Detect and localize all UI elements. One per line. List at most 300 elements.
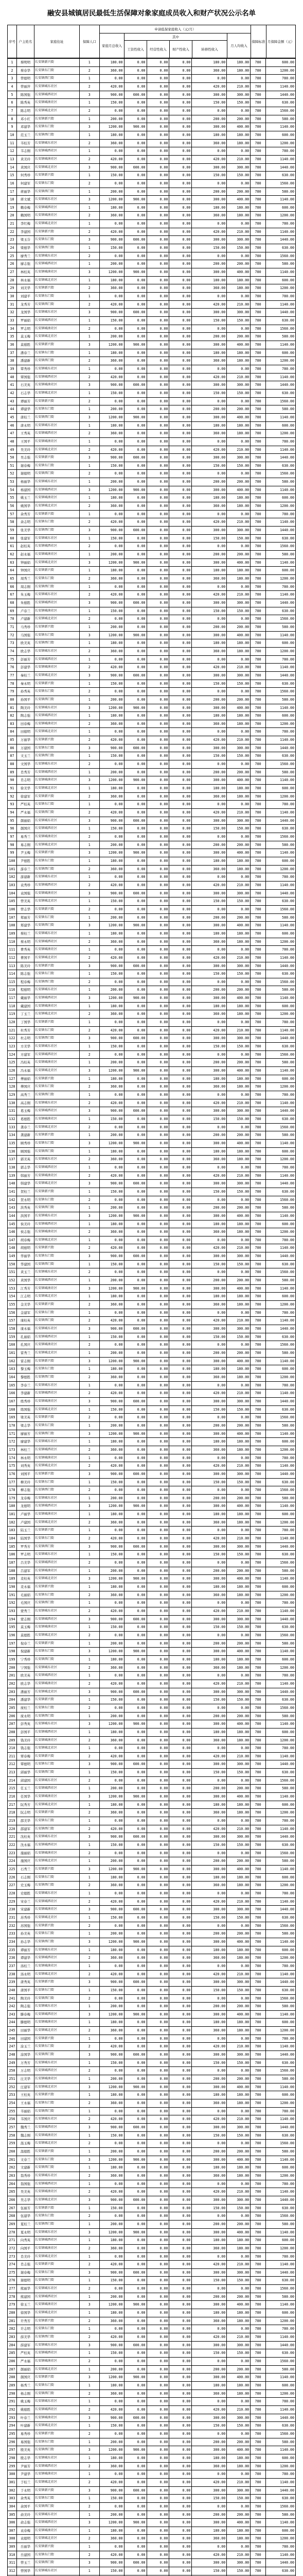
cell-property: 0.00: [169, 1527, 192, 1534]
cell-amount: 1560.00: [266, 760, 296, 768]
table-row: [7, 583, 296, 591]
cell-amount: 1440.00: [266, 1543, 296, 1551]
table-row: [7, 374, 296, 382]
cell-per-capita: 210.00: [227, 228, 251, 236]
table-row: [7, 91, 296, 99]
cell-standard: 780: [251, 841, 266, 849]
cell-address: 长安镇城南社区: [34, 1003, 80, 1010]
cell-seq: 278: [8, 2293, 17, 2301]
cell-address: 长安镇东门街: [34, 2156, 80, 2164]
cell-name: 罗志明: [17, 325, 34, 333]
cell-income-total: 1200.00: [100, 849, 124, 857]
table-row: [7, 1358, 296, 1366]
cell-name: 徐国华: [17, 2309, 34, 2317]
cell-transfer: 180.00: [192, 204, 227, 212]
cell-standard: 780: [251, 1107, 266, 1115]
cell-business: 0.00: [147, 164, 170, 172]
cell-standard: 780: [251, 67, 266, 75]
cell-business: 0.00: [147, 1511, 170, 1518]
cell-amount: 780.00: [266, 2543, 296, 2551]
table-row: [7, 2091, 296, 2099]
cell-income-total: 900.00: [100, 91, 124, 99]
cell-amount: 1140.00: [266, 301, 296, 309]
header-standard: 保障标准: [251, 25, 266, 58]
cell-transfer: 300.00: [192, 91, 227, 99]
cell-members: 2: [80, 398, 100, 405]
cell-wage: 0.00: [124, 1115, 147, 1123]
cell-business: 0.00: [147, 252, 170, 260]
cell-members: 1: [80, 897, 100, 905]
cell-members: 3: [80, 599, 100, 607]
cell-members: 2: [80, 228, 100, 236]
cell-members: 2: [80, 1777, 100, 1785]
cell-business: 0.00: [147, 1793, 170, 1801]
cell-transfer: 200.00: [192, 115, 227, 123]
cell-address: 长安镇东门街: [34, 236, 80, 244]
cell-property: 0.00: [169, 2398, 192, 2405]
cell-name: 余志明: [17, 518, 34, 526]
cell-wage: 0.00: [124, 1591, 147, 1599]
cell-wage: 0.00: [124, 1769, 147, 1776]
cell-name: 杜志明: [17, 1035, 34, 1042]
table-row: [7, 1640, 296, 1648]
cell-members: 1: [80, 1091, 100, 1099]
cell-transfer: 180.00: [192, 1728, 227, 1736]
cell-transfer: 200.00: [192, 1349, 227, 1357]
cell-business: 0.00: [147, 1035, 170, 1042]
cell-per-capita: 300.00: [227, 2124, 251, 2131]
cell-wage: 0.00: [124, 2358, 147, 2365]
cell-business: 0.00: [147, 930, 170, 938]
cell-business: 0.00: [147, 1648, 170, 1655]
cell-name: 刘建平: [17, 293, 34, 300]
cell-amount: 1560.00: [266, 1777, 296, 1785]
cell-transfer: 300.00: [192, 1107, 227, 1115]
header-address: 家庭住址: [34, 25, 80, 58]
cell-members: 2: [80, 720, 100, 728]
cell-transfer: 0.00: [192, 1051, 227, 1059]
cell-seq: 94: [8, 809, 17, 817]
cell-address: 长安镇东门街: [34, 1252, 80, 1260]
cell-wage: 0.00: [124, 2349, 147, 2357]
cell-name: 高秀兰: [17, 1091, 34, 1099]
cell-name: 袁国强: [17, 890, 34, 897]
cell-seq: 71: [8, 623, 17, 631]
cell-business: 0.00: [147, 156, 170, 163]
cell-address: 长安镇城西社区: [34, 825, 80, 833]
table-row: [7, 994, 296, 1003]
cell-standard: 780: [251, 1446, 266, 1454]
cell-name: 易秀珍: [17, 2430, 34, 2438]
cell-per-capita: 400.00: [227, 2083, 251, 2091]
cell-property: 0.00: [169, 2503, 192, 2511]
cell-amount: 1140.00: [266, 1389, 296, 1397]
table-row: [7, 414, 296, 422]
cell-transfer: 150.00: [192, 1623, 227, 1631]
cell-members: 2: [80, 736, 100, 744]
cell-name: 冯永福: [17, 1067, 34, 1075]
cell-wage: 0.00: [124, 906, 147, 913]
cell-seq: 181: [8, 1511, 17, 1518]
cell-address: 长安镇西门街: [34, 2333, 80, 2341]
cell-address: 长安镇城西社区: [34, 2236, 80, 2244]
cell-wage: 600.00: [124, 236, 147, 244]
cell-seq: 223: [8, 1850, 17, 1857]
cell-property: 0.00: [169, 2438, 192, 2446]
cell-standard: 780: [251, 1971, 266, 1978]
cell-address: 长安镇城北社区: [34, 277, 80, 284]
table-row: [7, 2261, 296, 2269]
cell-seq: 63: [8, 559, 17, 567]
cell-standard: 780: [251, 849, 266, 857]
cell-per-capita: 300.00: [227, 1688, 251, 1696]
cell-members: 2: [80, 648, 100, 655]
cell-income-total: 0.00: [100, 1454, 124, 1462]
cell-business: 0.00: [147, 720, 170, 728]
cell-amount: 1200.00: [266, 2245, 296, 2252]
table-row: [7, 1567, 296, 1575]
cell-seq: 284: [8, 2342, 17, 2349]
cell-amount: 580.00: [266, 1131, 296, 1139]
cell-wage: 0.00: [124, 1164, 147, 1172]
table-row: [7, 2043, 296, 2051]
cell-address: 长安镇新兴街: [34, 1358, 80, 1365]
cell-property: 0.00: [169, 1696, 192, 1704]
cell-amount: 780.00: [266, 147, 296, 155]
cell-address: 长安镇西门街: [34, 866, 80, 873]
cell-members: 1: [80, 99, 100, 107]
cell-name: 伍丽芳: [17, 2205, 34, 2212]
table-row: [7, 962, 296, 971]
cell-property: 0.00: [169, 2535, 192, 2543]
table-row: [7, 2398, 296, 2406]
cell-seq: 112: [8, 954, 17, 962]
cell-name: 韦国庆: [17, 2115, 34, 2123]
cell-seq: 257: [8, 2124, 17, 2131]
cell-per-capita: 300.00: [227, 1760, 251, 1768]
cell-seq: 171: [8, 1430, 17, 1438]
cell-standard: 780: [251, 1495, 266, 1502]
cell-per-capita: 400.00: [227, 2446, 251, 2454]
cell-standard: 780: [251, 309, 266, 316]
cell-business: 0.00: [147, 414, 170, 421]
table-row: [7, 1874, 296, 1882]
cell-property: 0.00: [169, 736, 192, 744]
cell-members: 3: [80, 1616, 100, 1623]
cell-transfer: 150.00: [192, 1551, 227, 1558]
cell-transfer: 300.00: [192, 268, 227, 276]
cell-standard: 780: [251, 1406, 266, 1414]
cell-seq: 271: [8, 2236, 17, 2244]
cell-per-capita: 0.00: [227, 978, 251, 986]
cell-transfer: 200.00: [192, 1204, 227, 1212]
cell-amount: 1200.00: [266, 212, 296, 219]
cell-wage: 0.00: [124, 156, 147, 163]
cell-business: 0.00: [147, 2342, 170, 2349]
cell-address: 长安镇城北社区: [34, 2422, 80, 2430]
cell-property: 0.00: [169, 1890, 192, 1897]
cell-wage: 600.00: [124, 309, 147, 316]
cell-standard: 780: [251, 1672, 266, 1680]
cell-property: 0.00: [169, 1051, 192, 1059]
cell-per-capita: 300.00: [227, 1035, 251, 1042]
cell-property: 0.00: [169, 1083, 192, 1091]
cell-name: 彭国平: [17, 1728, 34, 1736]
table-row: [7, 1995, 296, 2003]
cell-transfer: 180.00: [192, 1801, 227, 1809]
cell-name: 丁国华: [17, 1019, 34, 1026]
cell-members: 1: [80, 1744, 100, 1752]
cell-members: 3: [80, 2519, 100, 2527]
cell-name: 王永福: [17, 2099, 34, 2107]
cell-business: 0.00: [147, 1349, 170, 1357]
cell-wage: 0.00: [124, 2115, 147, 2123]
cell-amount: 580.00: [266, 1204, 296, 1212]
cell-name: 龚建新: [17, 1131, 34, 1139]
cell-standard: 780: [251, 1632, 266, 1639]
cell-members: 3: [80, 454, 100, 462]
cell-wage: 900.00: [124, 268, 147, 276]
cell-members: 3: [80, 268, 100, 276]
cell-per-capita: 180.00: [227, 1365, 251, 1373]
cell-property: 0.00: [169, 2164, 192, 2172]
cell-property: 0.00: [169, 252, 192, 260]
cell-income-total: 0.00: [100, 1559, 124, 1567]
cell-address: 长安镇西门街: [34, 639, 80, 647]
cell-seq: 298: [8, 2454, 17, 2462]
cell-transfer: 0.00: [192, 1559, 227, 1567]
cell-members: 1: [80, 1019, 100, 1026]
table-row: [7, 954, 296, 962]
table-row: [7, 575, 296, 583]
cell-members: 2: [80, 374, 100, 381]
cell-property: 0.00: [169, 1760, 192, 1768]
table-row: [7, 1067, 296, 1075]
cell-members: 1: [80, 1406, 100, 1414]
cell-property: 0.00: [169, 2422, 192, 2430]
cell-transfer: 300.00: [192, 1212, 227, 1220]
cell-address: 长安镇城南社区: [34, 720, 80, 728]
cell-wage: 600.00: [124, 1978, 147, 1986]
cell-property: 0.00: [169, 2099, 192, 2107]
cell-per-capita: 180.00: [227, 1293, 251, 1300]
cell-business: 0.00: [147, 1519, 170, 1527]
cell-wage: 0.00: [124, 2108, 147, 2115]
cell-property: 0.00: [169, 1623, 192, 1631]
cell-wage: 0.00: [124, 2551, 147, 2559]
cell-wage: 0.00: [124, 1382, 147, 1389]
cell-business: 0.00: [147, 615, 170, 623]
cell-per-capita: 400.00: [227, 776, 251, 784]
cell-members: 3: [80, 341, 100, 349]
cell-members: 1: [80, 188, 100, 196]
cell-members: 1: [80, 1728, 100, 1736]
cell-per-capita: 180.00: [227, 639, 251, 647]
cell-property: 0.00: [169, 1753, 192, 1760]
cell-income-total: 180.00: [100, 2309, 124, 2317]
cell-amount: 580.00: [266, 623, 296, 631]
cell-amount: 580.00: [266, 2003, 296, 2010]
cell-per-capita: 210.00: [227, 809, 251, 817]
cell-wage: 600.00: [124, 2487, 147, 2495]
cell-transfer: 0.00: [192, 293, 227, 300]
cell-wage: 900.00: [124, 559, 147, 567]
cell-name: 欧志华: [17, 648, 34, 655]
cell-transfer: 360.00: [192, 793, 227, 801]
cell-address: 长安镇城西社区: [34, 1954, 80, 1962]
cell-property: 0.00: [169, 2519, 192, 2527]
cell-wage: 0.00: [124, 2099, 147, 2107]
cell-business: 0.00: [147, 882, 170, 889]
cell-seq: 81: [8, 704, 17, 712]
cell-property: 0.00: [169, 2019, 192, 2026]
cell-standard: 780: [251, 1954, 266, 1962]
cell-wage: 900.00: [124, 2301, 147, 2309]
cell-standard: 780: [251, 785, 266, 792]
cell-income-total: 150.00: [100, 2059, 124, 2067]
cell-amount: 1440.00: [266, 527, 296, 534]
cell-name: 苏秀珍: [17, 1914, 34, 1922]
cell-amount: 1140.00: [266, 736, 296, 744]
cell-address: 长安镇新兴街: [34, 454, 80, 462]
cell-standard: 780: [251, 1817, 266, 1825]
cell-name: 朱德胜: [17, 599, 34, 607]
cell-wage: 0.00: [124, 2277, 147, 2284]
cell-name: 温玉梅: [17, 2140, 34, 2147]
cell-seq: 132: [8, 1115, 17, 1123]
cell-standard: 780: [251, 2438, 266, 2446]
cell-property: 0.00: [169, 1019, 192, 1026]
cell-transfer: 0.00: [192, 1236, 227, 1244]
cell-seq: 19: [8, 204, 17, 212]
cell-per-capita: 0.00: [227, 1817, 251, 1825]
cell-wage: 0.00: [124, 1277, 147, 1284]
cell-wage: 600.00: [124, 962, 147, 970]
table-row: [7, 769, 296, 777]
cell-per-capita: 210.00: [227, 882, 251, 889]
cell-income-total: 150.00: [100, 2132, 124, 2140]
cell-seq: 186: [8, 1551, 17, 1558]
cell-standard: 780: [251, 357, 266, 365]
cell-per-capita: 200.00: [227, 1857, 251, 1865]
cell-per-capita: 180.00: [227, 2309, 251, 2317]
cell-name: 罗志明: [17, 1551, 34, 1558]
cell-wage: 0.00: [124, 317, 147, 325]
cell-address: 长安镇西门街: [34, 2277, 80, 2284]
table-row: [7, 1414, 296, 1422]
cell-seq: 11: [8, 140, 17, 147]
table-row: [7, 1140, 296, 1148]
cell-transfer: 180.00: [192, 2091, 227, 2099]
cell-property: 0.00: [169, 244, 192, 252]
cell-transfer: 180.00: [192, 1583, 227, 1591]
cell-business: 0.00: [147, 2374, 170, 2381]
cell-wage: 0.00: [124, 1059, 147, 1066]
cell-name: 冯桂英: [17, 1059, 34, 1066]
cell-members: 2: [80, 212, 100, 219]
cell-members: 1: [80, 1769, 100, 1776]
cell-business: 0.00: [147, 374, 170, 381]
cell-address: 长安镇新兴街: [34, 680, 80, 688]
cell-transfer: 200.00: [192, 2003, 227, 2010]
cell-property: 0.00: [169, 1358, 192, 1365]
cell-name: 朱玉梅: [17, 591, 34, 599]
cell-business: 0.00: [147, 897, 170, 905]
cell-business: 0.00: [147, 712, 170, 720]
cell-transfer: 300.00: [192, 236, 227, 244]
cell-business: 0.00: [147, 2148, 170, 2156]
cell-per-capita: 180.00: [227, 1148, 251, 1156]
cell-per-capita: 400.00: [227, 2374, 251, 2381]
table-row: [7, 1091, 296, 1099]
cell-per-capita: 150.00: [227, 389, 251, 397]
cell-address: 长安镇城东社区: [34, 2454, 80, 2462]
cell-members: 3: [80, 1180, 100, 1188]
cell-income-total: 0.00: [100, 1922, 124, 1930]
cell-wage: 0.00: [124, 220, 147, 228]
cell-standard: 780: [251, 1777, 266, 1785]
cell-income-total: 180.00: [100, 1728, 124, 1736]
cell-business: 0.00: [147, 2358, 170, 2365]
cell-per-capita: 300.00: [227, 1616, 251, 1623]
table-row: [7, 1406, 296, 1414]
cell-property: 0.00: [169, 1898, 192, 1906]
cell-wage: 0.00: [124, 1583, 147, 1591]
cell-address: 长安镇城东社区: [34, 2003, 80, 2010]
cell-address: 长安镇城东社区: [34, 1099, 80, 1107]
cell-members: 1: [80, 1043, 100, 1050]
cell-transfer: 0.00: [192, 1777, 227, 1785]
cell-property: 0.00: [169, 398, 192, 405]
cell-income-total: 420.00: [100, 809, 124, 817]
cell-address: 长安镇东门街: [34, 1083, 80, 1091]
cell-income-total: 1200.00: [100, 1067, 124, 1075]
cell-name: 雷秀兰: [17, 1349, 34, 1357]
cell-standard: 780: [251, 454, 266, 462]
cell-standard: 780: [251, 1938, 266, 1946]
cell-address: 长安镇城南社区: [34, 438, 80, 446]
cell-seq: 241: [8, 1995, 17, 2003]
cell-business: 0.00: [147, 2543, 170, 2551]
cell-members: 1: [80, 857, 100, 865]
cell-property: 0.00: [169, 140, 192, 147]
header-amount: 月保障金额（元）: [266, 25, 295, 58]
cell-amount: 1140.00: [266, 2229, 296, 2236]
cell-property: 0.00: [169, 1664, 192, 1672]
cell-wage: 0.00: [124, 2422, 147, 2430]
cell-business: 0.00: [147, 196, 170, 204]
table-row: [7, 131, 296, 140]
cell-business: 0.00: [147, 954, 170, 962]
cell-members: 1: [80, 873, 100, 881]
cell-seq: 264: [8, 2180, 17, 2188]
cell-seq: 192: [8, 1599, 17, 1607]
cell-seq: 272: [8, 2245, 17, 2252]
cell-property: 0.00: [169, 2285, 192, 2293]
cell-seq: 175: [8, 1462, 17, 1470]
cell-name: 柳美玲: [17, 1479, 34, 1486]
cell-members: 1: [80, 277, 100, 284]
cell-address: 长安镇西门街: [34, 1995, 80, 2003]
cell-standard: 780: [251, 1099, 266, 1107]
cell-members: 1: [80, 1672, 100, 1680]
cell-name: 杨建国: [17, 486, 34, 494]
cell-seq: 123: [8, 1043, 17, 1050]
cell-seq: 53: [8, 478, 17, 486]
cell-address: 长安镇城西社区: [34, 317, 80, 325]
cell-income-total: 360.00: [100, 648, 124, 655]
cell-name: 陈志强: [17, 970, 34, 978]
